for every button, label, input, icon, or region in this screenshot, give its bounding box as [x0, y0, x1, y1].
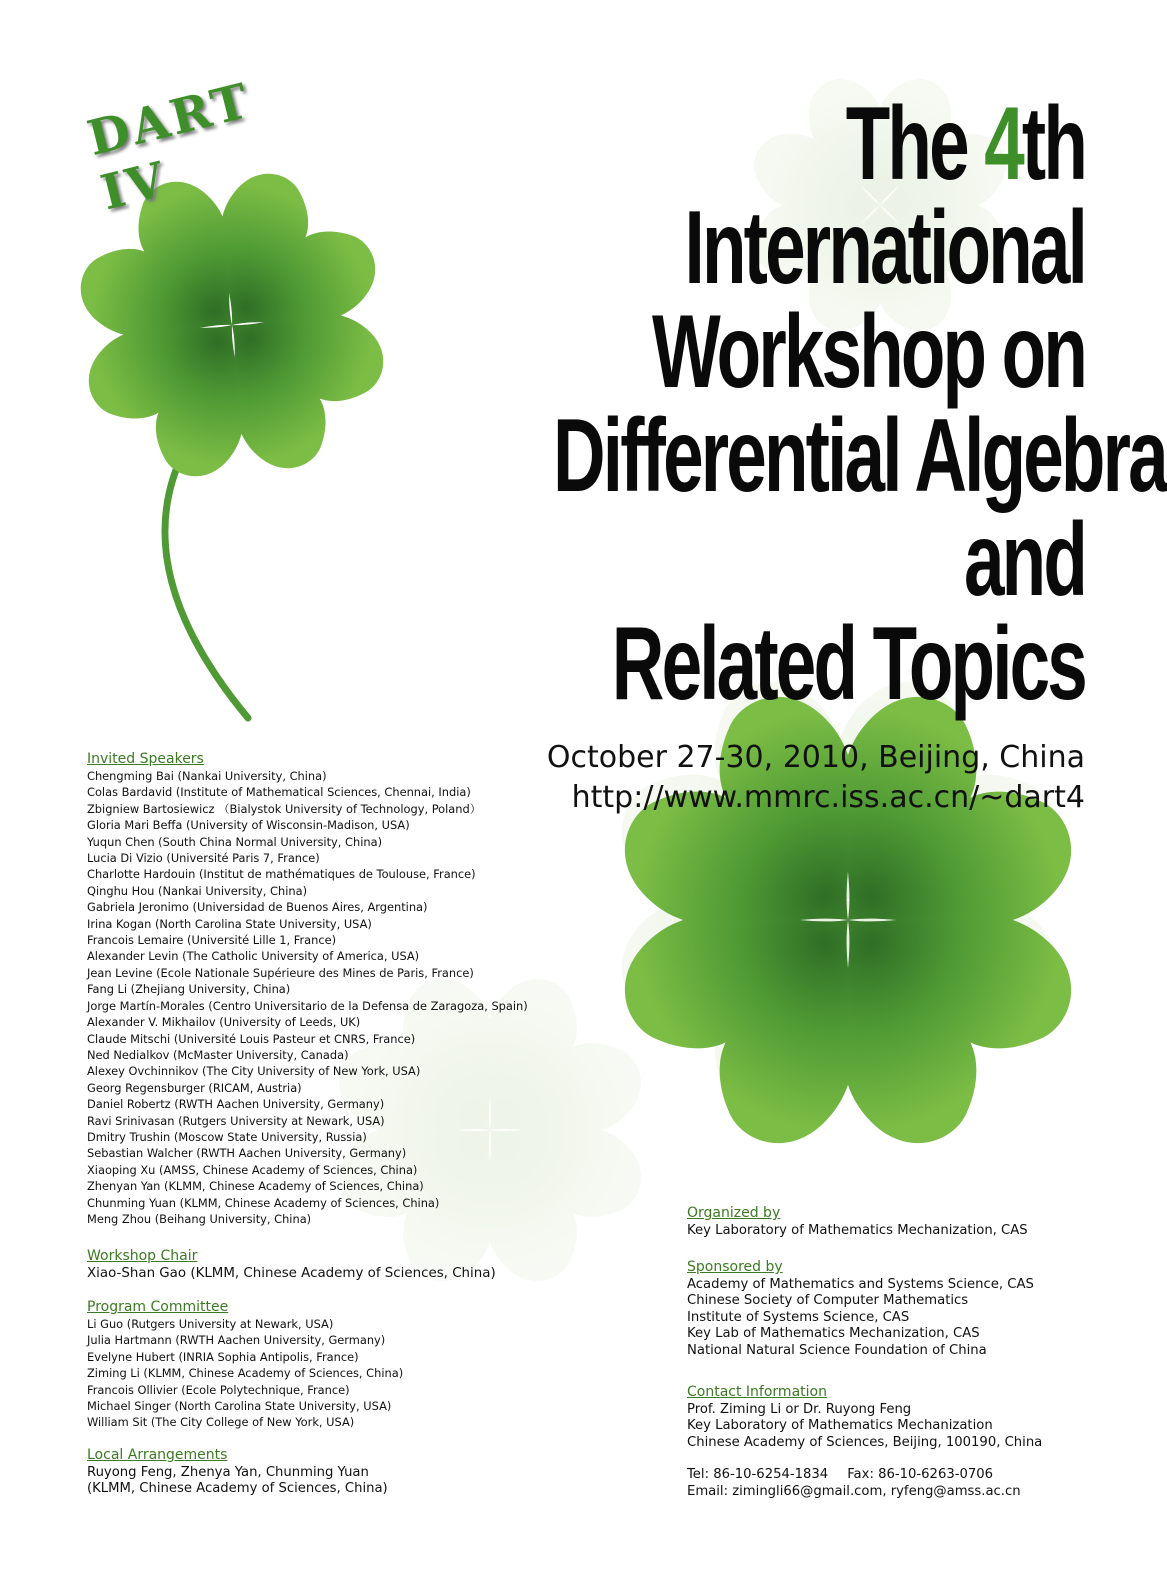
speaker-item: Irina Kogan (North Carolina State University, USA) [87, 916, 372, 931]
speaker-item: Yuqun Chen (South China Normal University, China) [87, 834, 383, 849]
contact-tel: Tel: 86-10-6254-1834 [687, 1467, 829, 1483]
sponsored-by-list [687, 1277, 1034, 1359]
sponsored-by-heading: Sponsored by [687, 1259, 783, 1275]
speaker-item: Charlotte Hardouin (Institut de mathématiques de Toulouse, France) [87, 867, 476, 882]
contact-email[interactable]: Email: zimingli66@gmail.com, ryfeng@amss.ac.cn [687, 1483, 1021, 1499]
contact-list [687, 1402, 1042, 1500]
organized-by-list [687, 1223, 1028, 1239]
invited-speakers-section [87, 751, 528, 1227]
speaker-item: Zhenyan Yan (KLMM, Chinese Academy of Sciences, China) [87, 1179, 424, 1194]
speaker-item: Francois Lemaire (Université Lille 1, France) [87, 933, 337, 948]
committee-member: Francois Ollivier (Ecole Polytechnique, France) [87, 1382, 350, 1397]
organized-by-section [687, 1205, 1028, 1239]
invited-speakers-list [87, 768, 528, 1227]
committee-member: Michael Singer (North Carolina State University, USA) [87, 1399, 392, 1414]
committee-member: Evelyne Hubert (INRIA Sophia Antipolis, France) [87, 1349, 359, 1364]
program-committee-section [87, 1299, 403, 1431]
speaker-item: Ned Nedialkov (McMaster University, Canada) [87, 1047, 349, 1062]
speaker-item: Colas Bardavid (Institute of Mathematical Sciences, Chennai, India) [87, 785, 471, 800]
sponsor-line: Institute of Systems Science, CAS [687, 1309, 910, 1325]
local-arrangements-heading: Local Arrangements [87, 1447, 228, 1463]
local-arrangements-list [87, 1465, 388, 1498]
speaker-item: Qinghu Hou (Nankai University, China) [87, 883, 308, 898]
speaker-item: Jean Levine (Ecole Nationale Supérieure des Mines de Paris, France) [87, 965, 474, 980]
committee-member: Ziming Li (KLMM, Chinese Academy of Sciences, China) [87, 1366, 404, 1381]
speaker-item: Lucia Di Vizio (Université Paris 7, France) [87, 851, 320, 866]
speaker-item: Alexander Levin (The Catholic University of America, USA) [87, 949, 420, 964]
speaker-item: Fang Li (Zhejiang University, China) [87, 982, 291, 997]
title-line-6: Related Topics [611, 606, 1085, 722]
sponsored-by-section [687, 1259, 1034, 1359]
title-line-2: International [684, 190, 1085, 306]
sponsor-line: Key Lab of Mathematics Mechanization, CAS [687, 1326, 980, 1342]
speaker-item: Ravi Srinivasan (Rutgers University at Newark, USA) [87, 1113, 385, 1128]
sponsor-line: Academy of Mathematics and Systems Science, CAS [687, 1277, 1034, 1292]
title-line-5: and [963, 502, 1085, 618]
speaker-item: Georg Regensburger (RICAM, Austria) [87, 1080, 302, 1095]
workshop-chair-section [87, 1248, 496, 1281]
committee-member: Julia Hartmann (RWTH Aachen University, Germany) [87, 1333, 386, 1348]
workshop-chair-heading: Workshop Chair [87, 1248, 198, 1264]
program-committee-heading: Program Committee [87, 1299, 229, 1315]
local-arrangements-line: (KLMM, Chinese Academy of Sciences, China) [87, 1481, 388, 1497]
title-line-3: Workshop on [652, 294, 1085, 410]
committee-member: Li Guo (Rutgers University at Newark, USA) [87, 1317, 334, 1331]
organized-by-heading: Organized by [687, 1205, 781, 1221]
contact-fax: Fax: 86-10-6263-0706 [847, 1467, 994, 1483]
title-line-1: The 4th [845, 86, 1085, 202]
page-title [325, 86, 1166, 722]
local-arrangements-line: Ruyong Feng, Zhenya Yan, Chunming Yuan [87, 1465, 369, 1480]
speaker-item: Jorge Martín-Morales (Centro Universitario de la Defensa de Zaragoza, Spain) [87, 998, 528, 1013]
contact-line: Key Laboratory of Mathematics Mechanization [687, 1418, 993, 1434]
clover-stem [165, 440, 248, 718]
contact-phone-fax [687, 1467, 1042, 1483]
title-accent-number: 4 [984, 86, 1022, 202]
contact-heading: Contact Information [687, 1384, 827, 1400]
contact-line: Prof. Ziming Li or Dr. Ruyong Feng [687, 1402, 912, 1417]
speaker-item: Gloria Mari Beffa (University of Wisconsin-Madison, USA) [87, 818, 410, 833]
speaker-item: Chunming Yuan (KLMM, Chinese Academy of Sciences, China) [87, 1195, 440, 1210]
speaker-item: Daniel Robertz (RWTH Aachen University, Germany) [87, 1097, 385, 1112]
speaker-item: Xiaoping Xu (AMSS, Chinese Academy of Sciences, China) [87, 1162, 418, 1177]
event-info [547, 738, 1085, 818]
speaker-item: Zbigniew Bartosiewicz （Bialystok University of Technology, Poland） [87, 801, 482, 816]
event-dates: October 27-30, 2010, Beijing, China [546, 740, 1085, 775]
title-line-4: Differential Algebra [553, 398, 1166, 514]
sponsor-line: National Natural Science Foundation of China [687, 1342, 987, 1358]
organizer-line: Key Laboratory of Mathematics Mechanization, CAS [687, 1223, 1028, 1238]
contact-section [687, 1384, 1042, 1500]
sponsor-line: Chinese Society of Computer Mathematics [687, 1293, 969, 1309]
speaker-item: Alexander V. Mikhailov (University of Leeds, UK) [87, 1015, 361, 1030]
speaker-item: Sebastian Walcher (RWTH Aachen University, Germany) [87, 1146, 407, 1161]
speaker-item: Gabriela Jeronimo (Universidad de Buenos Aires, Argentina) [87, 900, 428, 915]
program-committee-list [87, 1316, 403, 1431]
local-arrangements-section [87, 1447, 388, 1498]
invited-speakers-heading: Invited Speakers [87, 751, 204, 767]
speaker-item: Chengming Bai (Nankai University, China) [87, 769, 327, 783]
dart-logo-text: DART IV [82, 72, 257, 222]
speaker-item: Alexey Ovchinnikov (The City University of New York, USA) [87, 1064, 421, 1079]
speaker-item: Dmitry Trushin (Moscow State University, Russia) [87, 1129, 367, 1144]
speaker-item: Meng Zhou (Beihang University, China) [87, 1211, 312, 1226]
event-url[interactable]: http://www.mmrc.iss.ac.cn/~dart4 [571, 780, 1085, 815]
committee-member: William Sit (The City College of New York, USA) [87, 1415, 355, 1430]
workshop-chair-text: Xiao-Shan Gao (KLMM, Chinese Academy of Sciences, China) [87, 1266, 496, 1281]
speaker-item: Claude Mitschi (Université Louis Pasteur et CNRS, France) [87, 1031, 416, 1046]
contact-line: Chinese Academy of Sciences, Beijing, 100190, China [687, 1434, 1043, 1450]
